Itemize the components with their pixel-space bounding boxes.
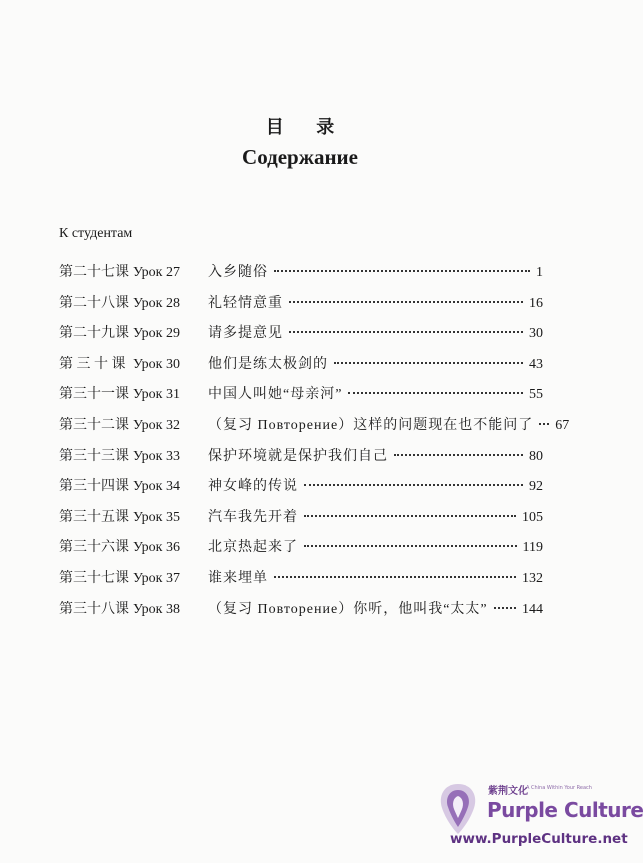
toc-entry	[208, 533, 543, 563]
toc-entry	[208, 319, 543, 349]
page-number: 30	[529, 326, 543, 342]
toc-row[interactable]	[59, 380, 543, 410]
lesson-number-ru: Урок 29	[133, 326, 180, 342]
lesson-number-ru: Урок 35	[133, 509, 180, 525]
toc-row[interactable]	[59, 258, 543, 288]
watermark-chinese-text: 紫荆文化	[488, 786, 528, 797]
toc-entry	[208, 350, 543, 380]
lesson-title: 保护环境就是保护我们自己	[208, 448, 388, 464]
toc-row[interactable]	[59, 503, 543, 533]
toc-entry	[208, 472, 543, 502]
toc-row[interactable]	[59, 411, 570, 441]
toc-preface-entry[interactable]: К студентам	[59, 226, 133, 241]
lesson-number-ru: Урок 28	[133, 295, 180, 311]
lesson-number-ru: Урок 31	[133, 387, 180, 403]
lesson-number-cn: 第 三 十 课	[59, 356, 126, 372]
dot-leader	[539, 423, 549, 425]
toc-row[interactable]	[59, 595, 543, 625]
lesson-title: 他们是练太极剑的	[208, 356, 328, 372]
lesson-number-ru: Урок 33	[133, 448, 180, 464]
lesson-title: 请多提意见	[208, 326, 283, 342]
lesson-number-cn: 第三十五课	[59, 509, 129, 525]
lesson-number-cn: 第三十三课	[59, 448, 129, 464]
page-title-chinese: 目 录	[265, 117, 349, 137]
page-number: 16	[529, 295, 543, 311]
page-number: 1	[536, 265, 543, 280]
lesson-number-ru: Урок 37	[133, 571, 180, 586]
toc-entry	[208, 564, 543, 594]
lesson-number-cn: 第三十一课	[59, 387, 129, 403]
watermark-brand-name: Purple Culture	[487, 798, 643, 822]
page-number: 105	[522, 509, 543, 525]
lesson-number-cn: 第二十七课	[59, 265, 129, 280]
toc-row[interactable]	[59, 472, 543, 502]
toc-entry	[208, 411, 570, 441]
lesson-number-ru: Урок 36	[133, 540, 180, 556]
toc-entry	[208, 258, 543, 288]
page-number: 43	[529, 356, 543, 372]
lesson-title: 神女峰的传说	[208, 479, 298, 495]
page-title-russian: Содержание	[242, 145, 358, 169]
lesson-title: 入乡随俗	[208, 265, 268, 280]
dot-leader	[304, 515, 516, 517]
dot-leader	[304, 484, 523, 486]
lesson-number-ru: Урок 32	[133, 418, 180, 433]
toc-entry	[208, 595, 543, 625]
toc-row[interactable]	[59, 564, 543, 594]
lesson-number-ru: Урок 30	[133, 356, 180, 372]
lesson-title: 汽车我先开着	[208, 509, 298, 525]
toc-row[interactable]	[59, 350, 543, 380]
dot-leader	[394, 454, 523, 456]
page-number: 80	[529, 448, 543, 464]
page-number: 119	[522, 540, 543, 556]
dot-leader	[494, 607, 516, 609]
dot-leader	[289, 331, 523, 333]
lesson-title: 中国人叫她“母亲河”	[208, 387, 343, 403]
toc-row[interactable]	[59, 442, 543, 472]
dot-leader	[274, 270, 530, 272]
toc-row[interactable]	[59, 289, 543, 319]
dot-leader	[274, 576, 516, 578]
toc-entry	[208, 380, 543, 410]
lesson-number-ru: Урок 38	[133, 601, 180, 617]
toc-entry	[208, 289, 543, 319]
dot-leader	[289, 301, 523, 303]
lesson-title: 谁来埋单	[208, 571, 268, 586]
lesson-number-ru: Урок 34	[133, 479, 180, 495]
purple-culture-watermark	[432, 780, 643, 852]
watermark-tagline: A China Within Your Reach	[526, 785, 592, 791]
toc-entry	[208, 503, 543, 533]
page-number: 144	[522, 601, 543, 617]
dot-leader	[348, 392, 523, 394]
page-number: 92	[529, 479, 543, 495]
lesson-number-cn: 第三十七课	[59, 571, 129, 586]
lesson-number-cn: 第三十二课	[59, 418, 129, 433]
toc-row[interactable]	[59, 533, 543, 563]
lesson-number-cn: 第二十九课	[59, 326, 129, 342]
lesson-number-cn: 第三十四课	[59, 479, 129, 495]
lesson-number-cn: 第三十八课	[59, 601, 129, 617]
watermark-url[interactable]: www.PurpleCulture.net	[450, 831, 628, 847]
lesson-title: 礼轻情意重	[208, 295, 283, 311]
dot-leader	[334, 362, 523, 364]
lesson-title: （复习 Повторение）你听，他叫我“太太”	[208, 601, 488, 617]
toc-row[interactable]	[59, 319, 543, 349]
lesson-number-ru: Урок 27	[133, 265, 180, 280]
page-number: 55	[529, 387, 543, 403]
toc-entry	[208, 442, 543, 472]
page-number: 132	[522, 571, 543, 586]
lesson-number-cn: 第二十八课	[59, 295, 129, 311]
lesson-number-cn: 第三十六课	[59, 540, 129, 556]
lesson-title: （复习 Повторение）这样的问题现在也不能问了	[208, 418, 534, 433]
purple-culture-logo-icon	[434, 780, 482, 836]
dot-leader	[304, 545, 517, 547]
lesson-title: 北京热起来了	[208, 540, 298, 556]
page-number: 67	[555, 418, 570, 433]
